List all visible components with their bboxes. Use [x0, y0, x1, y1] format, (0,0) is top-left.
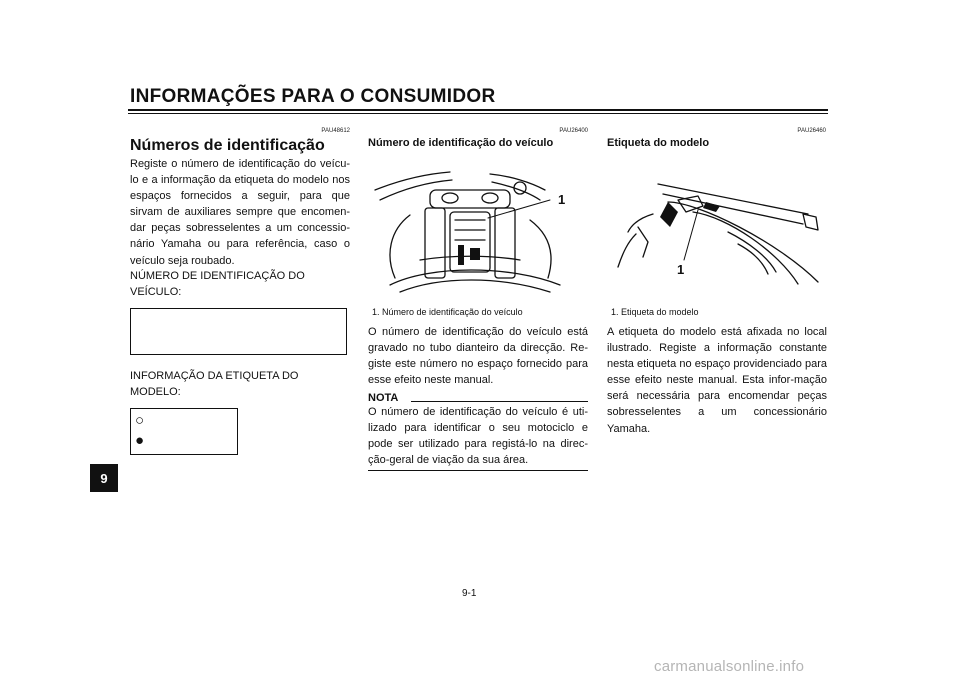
model-label-illustration [608, 172, 828, 287]
footer-watermark[interactable]: carmanualsonline.info [654, 658, 805, 675]
callout-number: 1 [677, 262, 685, 277]
note-title: NOTA [368, 392, 399, 404]
vin-paragraph: O número de identificação do veículo está gravado no tubo dianteiro da direcção. Re-giste este número no espaço fornecido para esse efeito neste manual. [368, 326, 588, 387]
model-entry-box[interactable] [130, 408, 238, 455]
model-label-line1: INFORMAÇÃO DA ETIQUETA DO [130, 370, 299, 382]
filled-circle-symbol: ● [135, 432, 145, 449]
section-code: PAU48612 [321, 128, 350, 134]
vin-label-line2: VEÍCULO: [130, 286, 182, 299]
callout-number: 1 [558, 192, 566, 207]
open-circle-symbol: ○ [135, 412, 145, 429]
section-code: PAU26400 [559, 128, 588, 134]
figure-caption: 1. Número de identificação do veículo [372, 307, 523, 317]
section-heading: Etiqueta do modelo [607, 137, 710, 149]
section-code: PAU26460 [797, 128, 826, 134]
vin-label-line1: NÚMERO DE IDENTIFICAÇÃO DO [130, 270, 305, 282]
steering-head-illustration [370, 160, 580, 300]
note-top-rule [411, 401, 588, 402]
section-heading: Números de identificação [130, 137, 325, 154]
model-label-line2: MODELO: [130, 386, 181, 399]
section-heading: Número de identificação do veículo [368, 137, 554, 149]
page-number: 9-1 [462, 588, 477, 599]
note-text: O número de identificação do veículo é uti-lizado para identificar o seu motociclo e pode ser utilizado para registá-lo na direc-ção-geral de viação da sua área. [368, 406, 588, 467]
vin-label [130, 268, 350, 300]
note-bottom-rule [368, 470, 588, 471]
figure-caption: 1. Etiqueta do modelo [611, 307, 699, 317]
vin-entry-box[interactable] [130, 308, 347, 355]
chapter-tab[interactable]: 9 [90, 464, 118, 492]
title-rule-thin [128, 113, 828, 114]
model-label-paragraph: A etiqueta do modelo está afixada no local ilustrado. Registe a informação constante nesta etiqueta no espaço providenciado para esse efeito neste manual. Esta infor-mação será necessária para encomendar peças sobresselentes a um concessionário Yamaha. [607, 326, 827, 435]
page-title: INFORMAÇÕES PARA O CONSUMIDOR [130, 86, 496, 107]
title-rule-thick [128, 109, 828, 111]
model-label [130, 368, 350, 400]
intro-paragraph: Registe o número de identificação do veícu-lo e a informação da etiqueta do modelo nos espaços fornecidos a seguir, para que sirvam de auxiliares sempre que encomen-dar peças sobresselentes a um concessio-nário Yamaha ou para referência, caso o veículo seja roubado. [130, 158, 350, 267]
